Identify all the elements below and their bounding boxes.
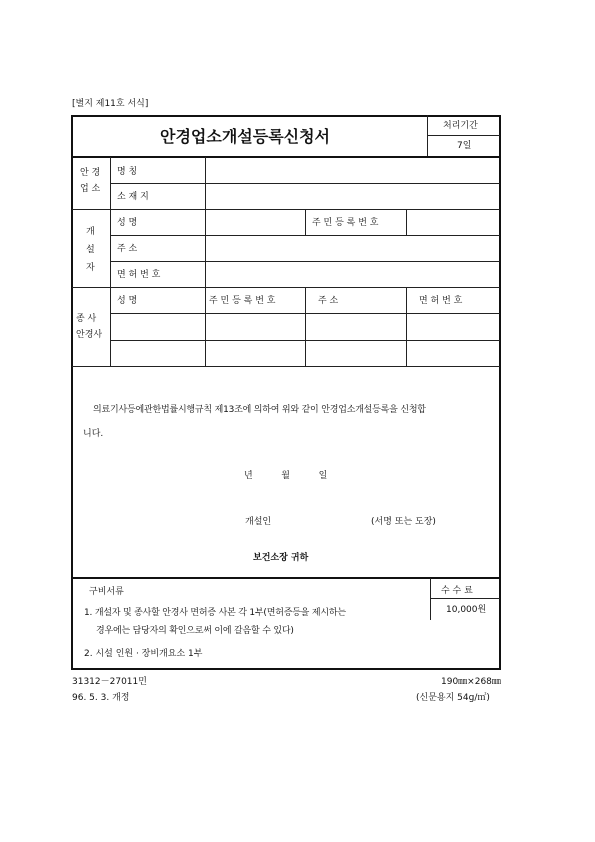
frame-top-border: [71, 115, 501, 117]
processing-period-label: 처리기간: [443, 121, 478, 131]
divider: [406, 209, 407, 235]
required-doc-1: 1. 개설자 및 종사할 안경사 면허증 사본 각 1부(면허증등을 제시하는: [84, 608, 346, 618]
divider: [427, 115, 428, 157]
store-address-field[interactable]: [207, 184, 499, 208]
divider: [305, 209, 306, 235]
form-title: 안경업소개설등록신청서: [160, 127, 331, 146]
divider: [205, 157, 206, 288]
statement-line-1: 의료기사등에관한법률시행규칙 제13조에 의하여 위와 같이 안경업소개설등록을 신청합: [93, 405, 426, 415]
applicant-label: 개설인: [245, 517, 272, 527]
divider: [430, 598, 500, 599]
employee-2-name-field[interactable]: [112, 341, 204, 366]
frame-left-border: [71, 115, 73, 670]
opener-name-field[interactable]: [207, 210, 304, 234]
statement-line-2: 니다.: [83, 429, 104, 439]
divider: [430, 578, 431, 620]
required-docs-label: 구비서류: [89, 587, 124, 597]
employee-2-address-field[interactable]: [307, 341, 405, 366]
store-address-label: 소 재 지: [117, 192, 149, 202]
store-group-label-1: 안 경: [80, 168, 101, 178]
employee-1-license-field[interactable]: [408, 314, 499, 339]
divider: [110, 157, 111, 367]
recipient: 보건소장 귀하: [253, 553, 309, 563]
signature-label: (서명 또는 도장): [371, 517, 436, 527]
store-group-label-2: 업 소: [80, 184, 101, 194]
divider: [72, 287, 500, 288]
required-doc-1-note: 경우에는 담당자의 확인으로써 이에 갈음할 수 있다): [96, 626, 294, 636]
applicant-name-field[interactable]: [285, 512, 365, 530]
opener-name-label: 성 명: [117, 218, 138, 228]
opener-address-field[interactable]: [207, 236, 499, 260]
opener-rrn-label: 주 민 등 록 번 호: [312, 218, 379, 228]
employee-group-label-2: 안경사: [76, 330, 103, 340]
employee-1-name-field[interactable]: [112, 314, 204, 339]
processing-period-value: 7일: [457, 141, 472, 151]
employee-col-rrn: 주 민 등 록 번 호: [209, 296, 276, 306]
form-reference: [별지 제11호 서식]: [72, 99, 149, 109]
divider: [406, 288, 407, 367]
employee-1-address-field[interactable]: [307, 314, 405, 339]
divider: [72, 366, 500, 367]
employee-col-name: 성 명: [117, 296, 138, 306]
employee-col-address: 주 소: [318, 296, 339, 306]
paper-type: (신문용지 54g/㎡): [416, 693, 490, 703]
fee-label: 수 수 료: [441, 586, 473, 596]
fee-value: 10,000원: [446, 605, 487, 615]
store-name-field[interactable]: [207, 158, 499, 182]
opener-license-label: 면 허 번 호: [117, 270, 161, 280]
divider: [305, 288, 306, 367]
employee-2-rrn-field[interactable]: [207, 341, 304, 366]
form-code: 31312－27011민: [72, 677, 147, 687]
opener-address-label: 주 소: [117, 244, 138, 254]
employee-2-license-field[interactable]: [408, 341, 499, 366]
employee-group-label-1: 종 사: [76, 314, 97, 324]
divider: [205, 288, 206, 367]
frame-bottom-border: [71, 668, 501, 670]
opener-group-label-3: 자: [86, 263, 95, 273]
frame-right-border: [499, 115, 501, 670]
revision-date: 96. 5. 3. 개정: [72, 693, 130, 703]
application-date: 년 월 일: [244, 471, 328, 481]
opener-group-label-2: 설: [86, 245, 95, 255]
paper-size: 190㎜×268㎜: [441, 677, 501, 687]
required-doc-2: 2. 시설 인원 · 장비개요소 1부: [84, 649, 203, 659]
divider: [71, 577, 501, 579]
employee-col-license: 면 허 번 호: [419, 296, 463, 306]
divider: [427, 135, 500, 136]
store-name-label: 명 칭: [117, 167, 138, 177]
employee-1-rrn-field[interactable]: [207, 314, 304, 339]
opener-group-label-1: 개: [86, 227, 95, 237]
opener-rrn-field[interactable]: [408, 210, 499, 234]
opener-license-field[interactable]: [207, 262, 499, 286]
